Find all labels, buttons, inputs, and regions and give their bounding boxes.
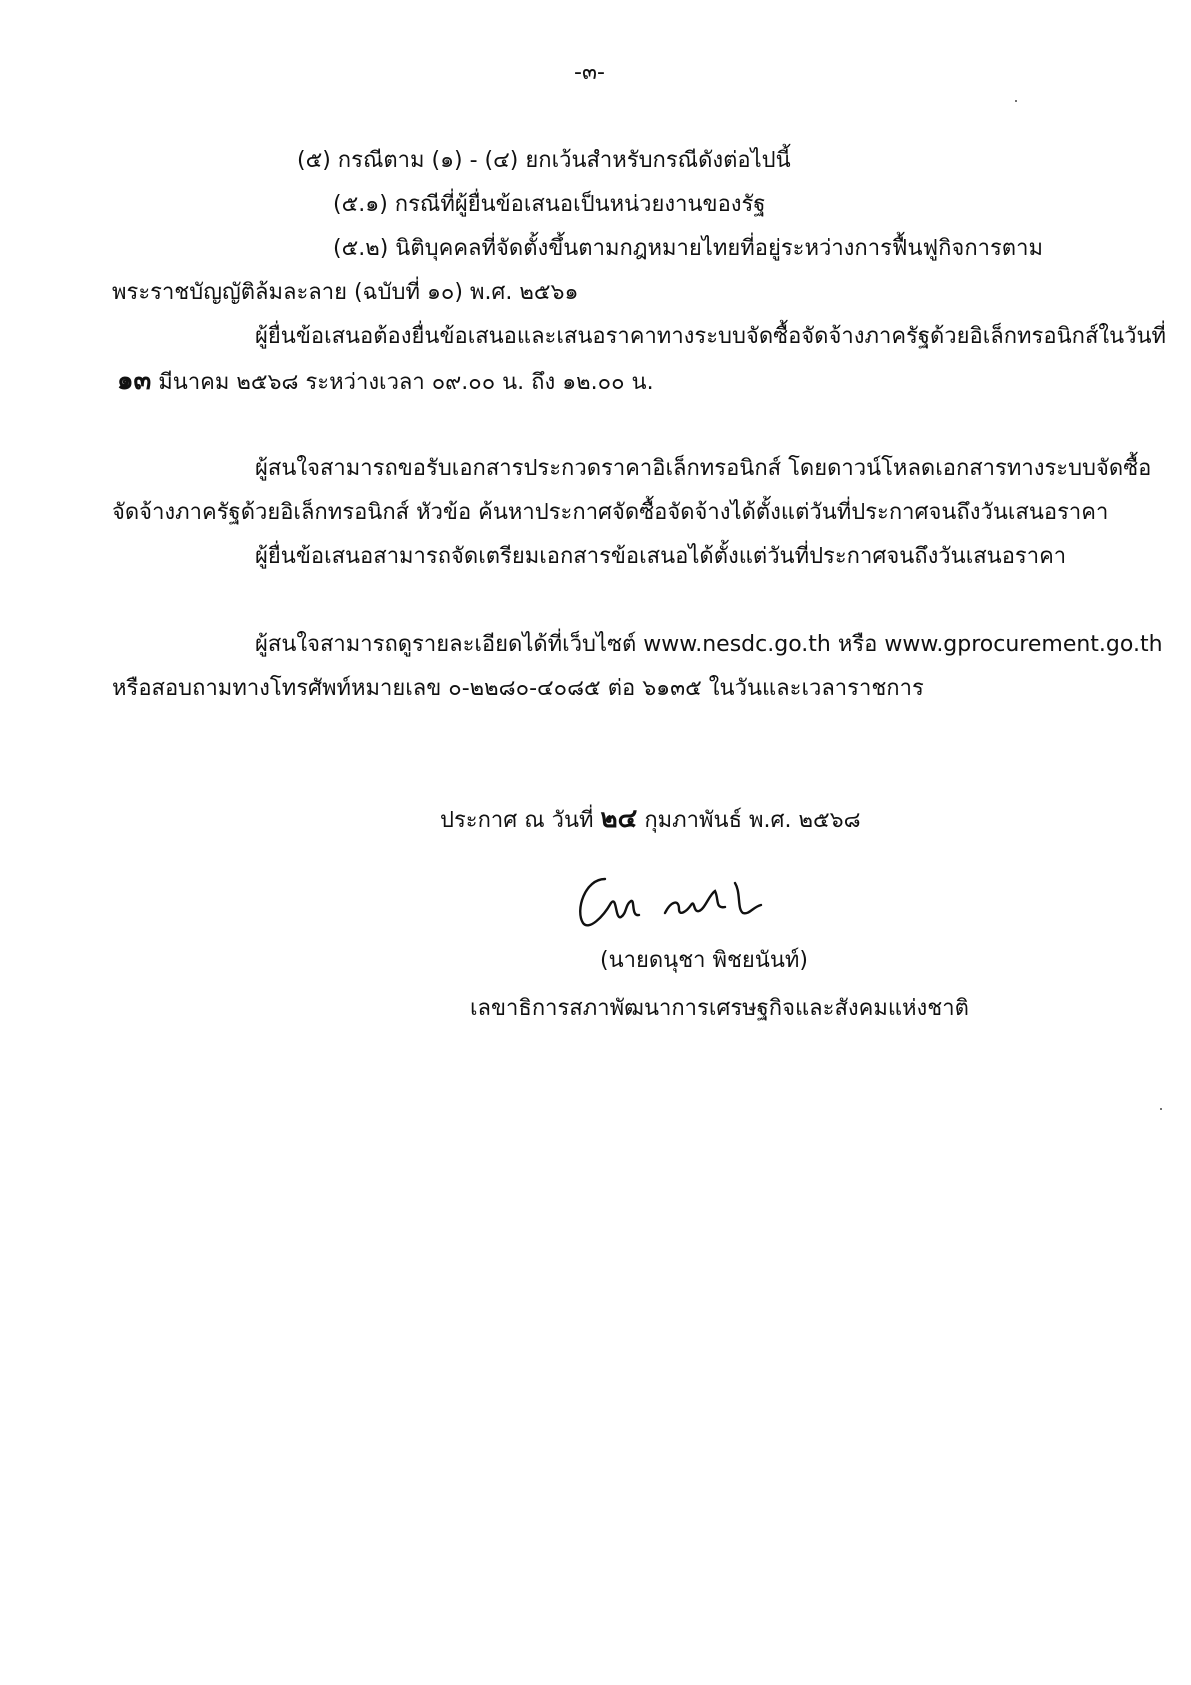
signature-stroke-1 (580, 879, 639, 925)
download-line2: จัดจ้างภาครัฐด้วยอิเล็กทรอนิกส์ หัวข้อ ค้นหาประกาศจัดซื้อจัดจ้างได้ตั้งแต่วันที่ประกาศจนถึงวันเสนอราคา (112, 500, 1109, 525)
announcement-prefix: ประกาศ ณ วันที่ (440, 808, 594, 833)
item-5-2-line2: พระราชบัญญัติล้มละลาย (ฉบับที่ ๑๐) พ.ศ. ๒๕๖๑ (112, 280, 579, 305)
scan-speck (1160, 1108, 1162, 1110)
announcement-suffix: กุมภาพันธ์ พ.ศ. ๒๕๖๘ (644, 808, 861, 833)
signature-stroke-3 (735, 883, 761, 913)
item-5-1: (๕.๑) กรณีที่ผู้ยื่นข้อเสนอเป็นหน่วยงานของรัฐ (333, 192, 766, 217)
submission-line1: ผู้ยื่นข้อเสนอต้องยื่นข้อเสนอและเสนอราคาทางระบบจัดซื้อจัดจ้างภาครัฐด้วยอิเล็กทรอนิกส์ในวันที่ (255, 324, 1167, 349)
download-line1: ผู้สนใจสามารถขอรับเอกสารประกวดราคาอิเล็กทรอนิกส์ โดยดาวน์โหลดเอกสารทางระบบจัดซื้อ (255, 456, 1152, 481)
page-number: -๓- (574, 60, 605, 85)
item-5: (๕) กรณีตาม (๑) - (๔) ยกเว้นสำหรับกรณีดังต่อไปนี้ (297, 148, 791, 173)
signature (575, 865, 785, 935)
submission-day: ๑๓ (117, 366, 152, 396)
announcement-date (440, 804, 861, 836)
submission-date-time: มีนาคม ๒๕๖๘ ระหว่างเวลา ๐๙.๐๐ น. ถึง ๑๒.๐๐ น. (158, 370, 654, 395)
download-line3: ผู้ยื่นข้อเสนอสามารถจัดเตรียมเอกสารข้อเสนอได้ตั้งแต่วันที่ประกาศจนถึงวันเสนอราคา (255, 544, 1067, 569)
signature-stroke-2 (665, 891, 725, 913)
submission-line2 (117, 366, 654, 398)
signer-name: (นายดนุชา พิชยนันท์) (600, 948, 808, 973)
contact-line2: หรือสอบถามทางโทรศัพท์หมายเลข ๐-๒๒๘๐-๔๐๘๕ ต่อ ๖๑๓๕ ในวันและเวลาราชการ (112, 676, 924, 701)
scan-speck (1015, 100, 1017, 102)
contact-line1: ผู้สนใจสามารถดูรายละเอียดได้ที่เว็บไซต์ www.nesdc.go.th หรือ www.gprocurement.go.th (255, 632, 1163, 657)
announcement-day: ๒๔ (600, 804, 638, 834)
item-5-2-line1: (๕.๒) นิติบุคคลที่จัดตั้งขึ้นตามกฎหมายไทยที่อยู่ระหว่างการฟื้นฟูกิจการตาม (333, 236, 1043, 261)
signer-title: เลขาธิการสภาพัฒนาการเศรษฐกิจและสังคมแห่งชาติ (470, 996, 969, 1021)
